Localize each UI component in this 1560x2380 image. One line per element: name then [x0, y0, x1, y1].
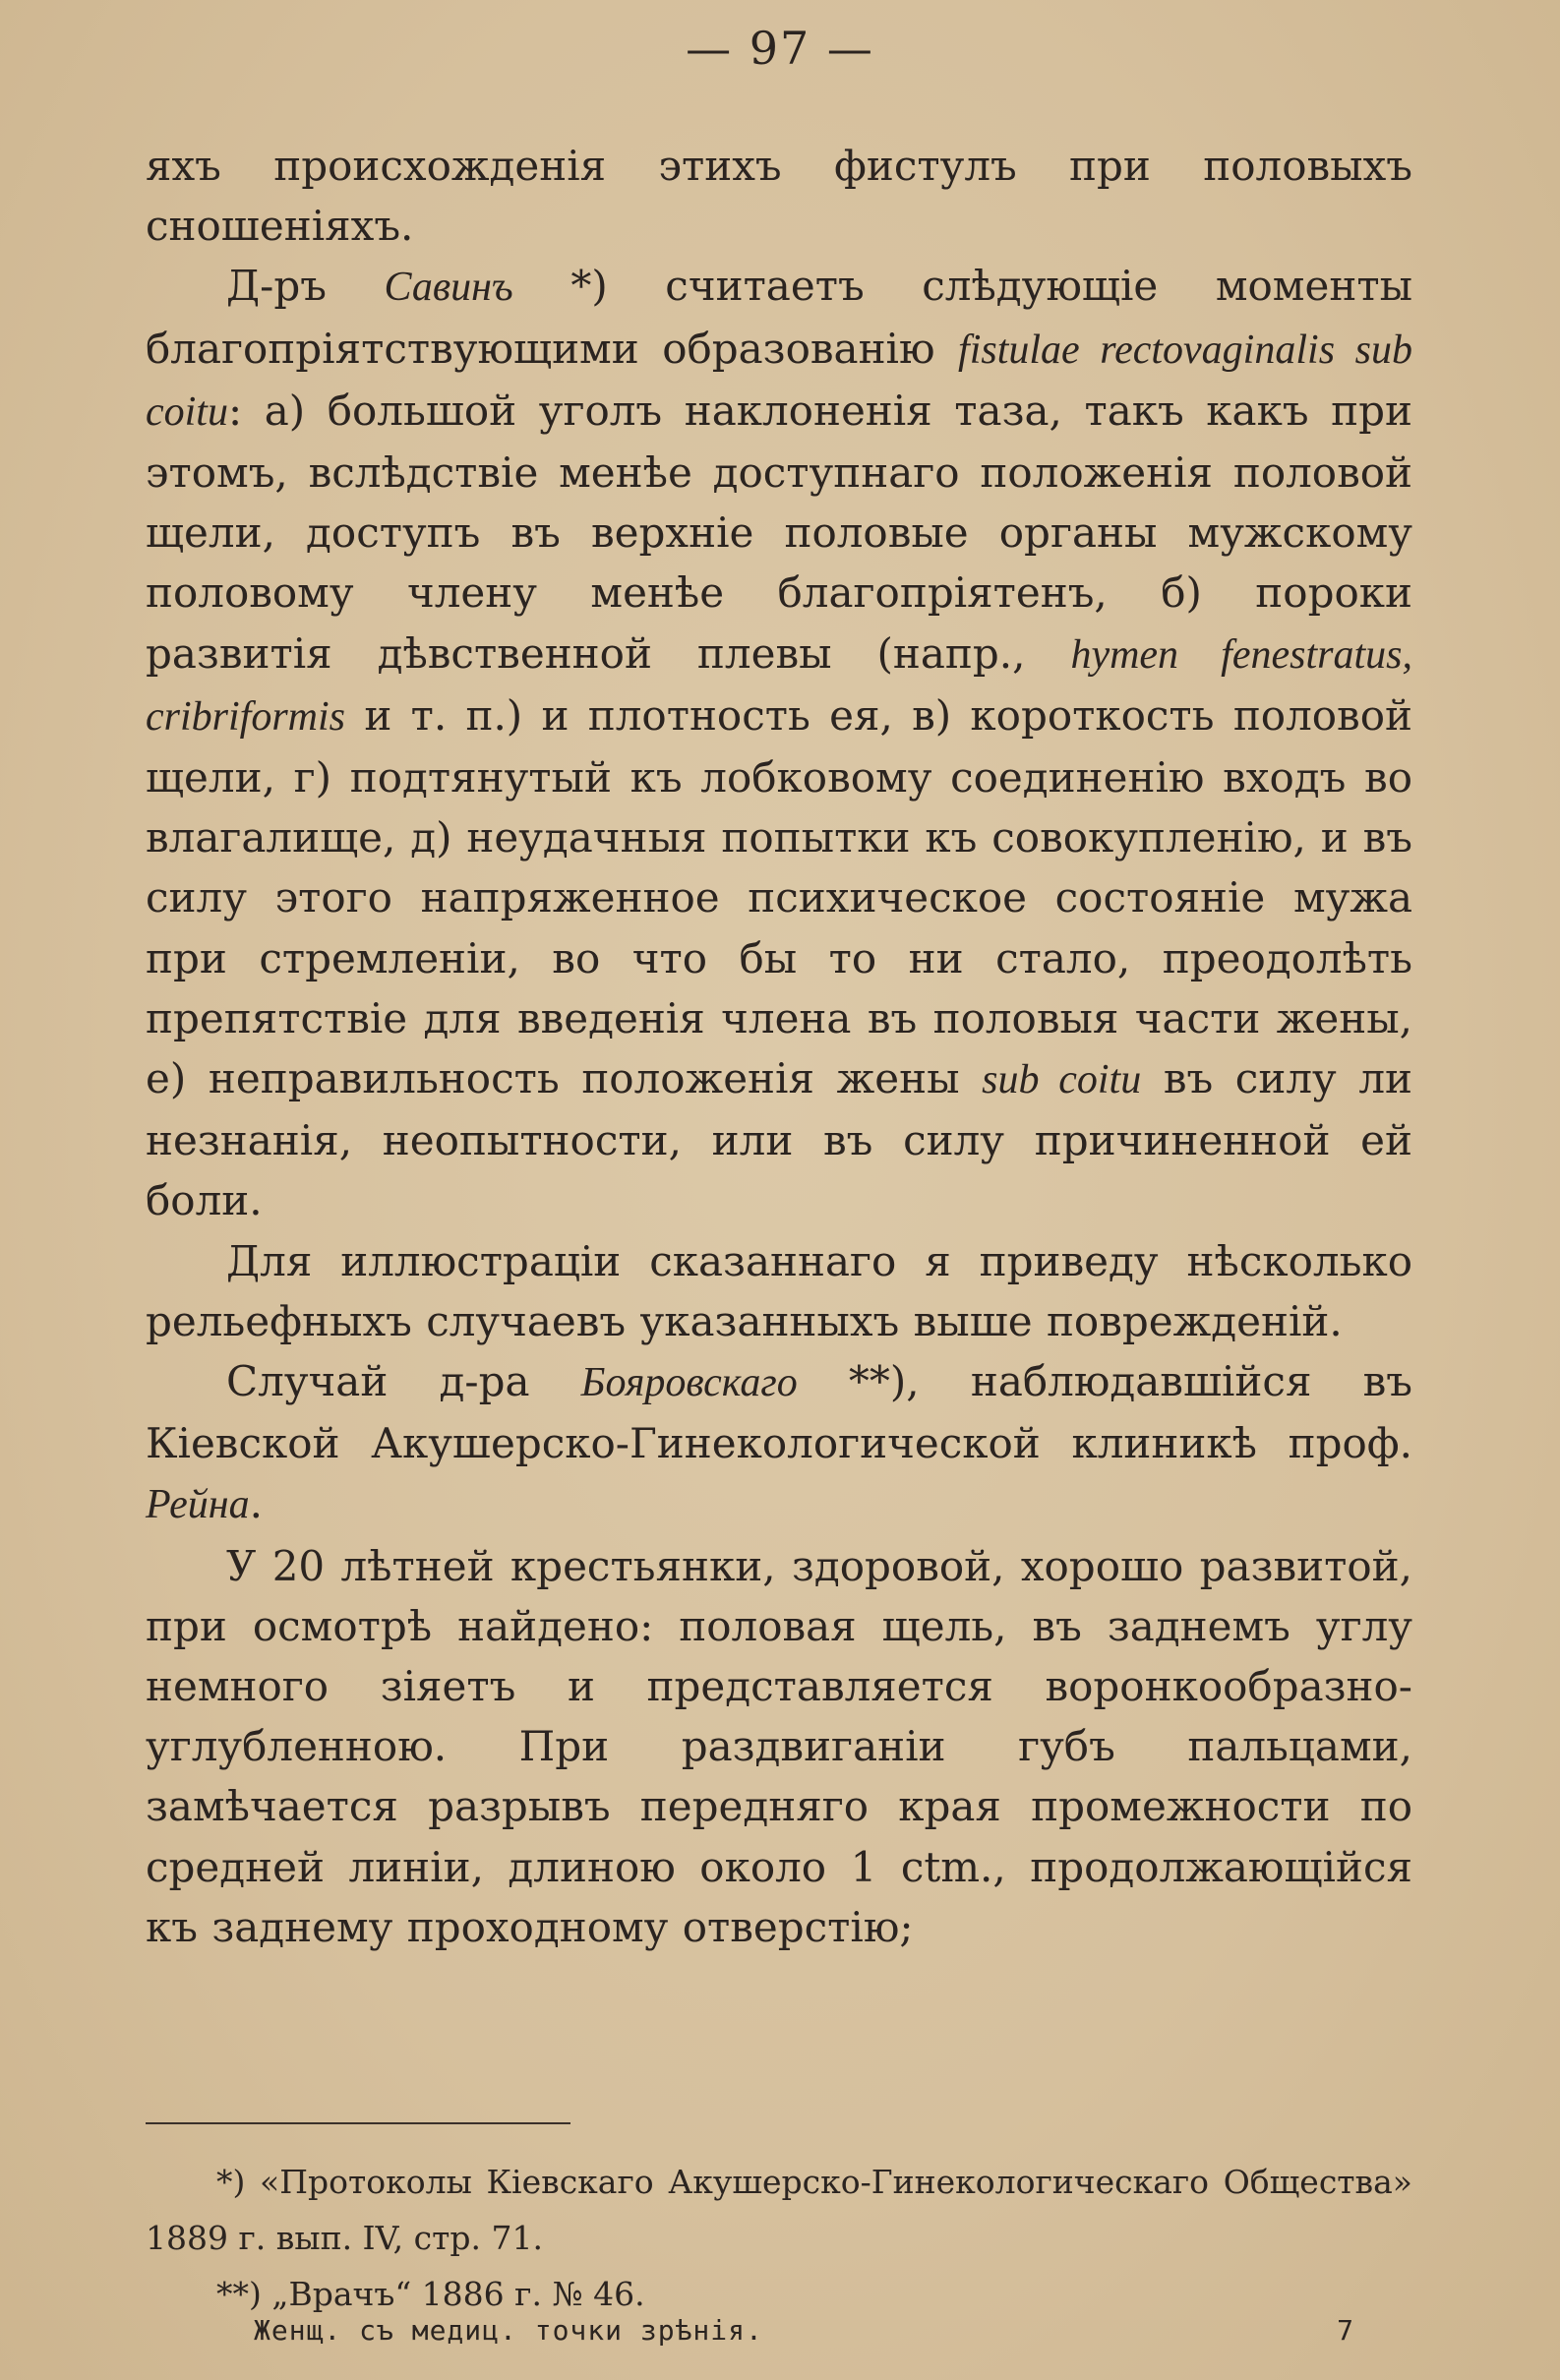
signature-title: Женщ. съ медиц. точки зрѣнія.	[254, 2314, 763, 2347]
text-segment: У 20 лѣтней крестьянки, здоровой, хорошо развитой, при осмотрѣ найдено: половая щель, въ заднемъ углу немного зіяетъ и представляется воронкообразно-углубленною. При раздвиганіи губъ пальцами, замѣчается разрывъ передняго края промежности по средней линіи, длиною около 1 ctm., продолжающійся къ заднему проходному отверстію;	[146, 1541, 1412, 1951]
text-segment: : а) большой уголъ наклоненія таза, такъ какъ при этомъ, вслѣдствіе менѣе доступнаго положенія половой щели, доступъ въ верхніе половые органы мужскому половому члену менѣе благопріятенъ, б) пороки развитія дѣвственной плевы (напр.,	[146, 386, 1412, 678]
text-segment: и т. п.) и плотность ея, в) короткость половой щели, г) подтянутый къ лобковому соединенію входъ во влагалище, д) неудачныя попытки къ совокупленію, и въ силу этого напряженное психическое состояніе мужа при стремленіи, во что бы то ни стало, преодолѣть препятствіе для введенія члена въ половыя части жены, е) неправильность положенія жены	[146, 690, 1412, 1103]
sheet-number: 7	[1337, 2314, 1353, 2347]
footnote-2: **) „Врачъ“ 1886 г. № 46.	[216, 2275, 645, 2313]
text-segment: въ силу ли незнанія, неопытности, или въ силу причиненной ей боли.	[146, 1054, 1412, 1225]
latin-term: fistulae rectovaginalis sub coitu	[146, 327, 1412, 435]
author-name-savin: Савинъ	[384, 265, 513, 311]
paragraph-5	[146, 1536, 1412, 1957]
author-name-boyarovsky: Бояровскаго	[580, 1360, 798, 1406]
latin-term: hymen fenestratus, cribriformis	[146, 631, 1412, 740]
page-number: — 97 —	[686, 22, 874, 75]
paragraph-2	[146, 256, 1412, 1230]
footnote-divider	[146, 2122, 570, 2124]
footnotes	[146, 2154, 1412, 2322]
paragraph-3	[146, 1231, 1412, 1351]
author-name-rein: Рейна	[146, 1482, 250, 1528]
text-segment: .	[249, 1479, 263, 1528]
text-segment: яхъ происхожденія этихъ фистулъ при половыхъ сношеніяхъ.	[146, 142, 1412, 251]
text-segment: **), наблюдавшійся въ Кіевской Акушерско-Гинекологической клиникѣ проф.	[146, 1357, 1412, 1468]
paragraph-1	[146, 136, 1412, 256]
text-segment: Д-ръ	[226, 262, 385, 311]
printer-signature	[146, 2314, 1412, 2363]
text-segment: Для иллюстраціи сказаннаго я приведу нѣсколько рельефныхъ случаевъ указанныхъ выше поврежденій.	[146, 1236, 1412, 1345]
body-text	[146, 136, 1412, 1957]
text-segment: *) считаетъ слѣдующіе моменты благопріятствующими образованію	[146, 262, 1412, 373]
latin-term: sub coitu	[982, 1057, 1142, 1103]
text-segment: Случай д-ра	[226, 1357, 581, 1406]
paragraph-4	[146, 1351, 1412, 1536]
footnote-1: *) «Протоколы Кіевскаго Акушерско-Гинекологическаго Общества» 1889 г. вып. IV, стр. 71.	[146, 2163, 1412, 2257]
